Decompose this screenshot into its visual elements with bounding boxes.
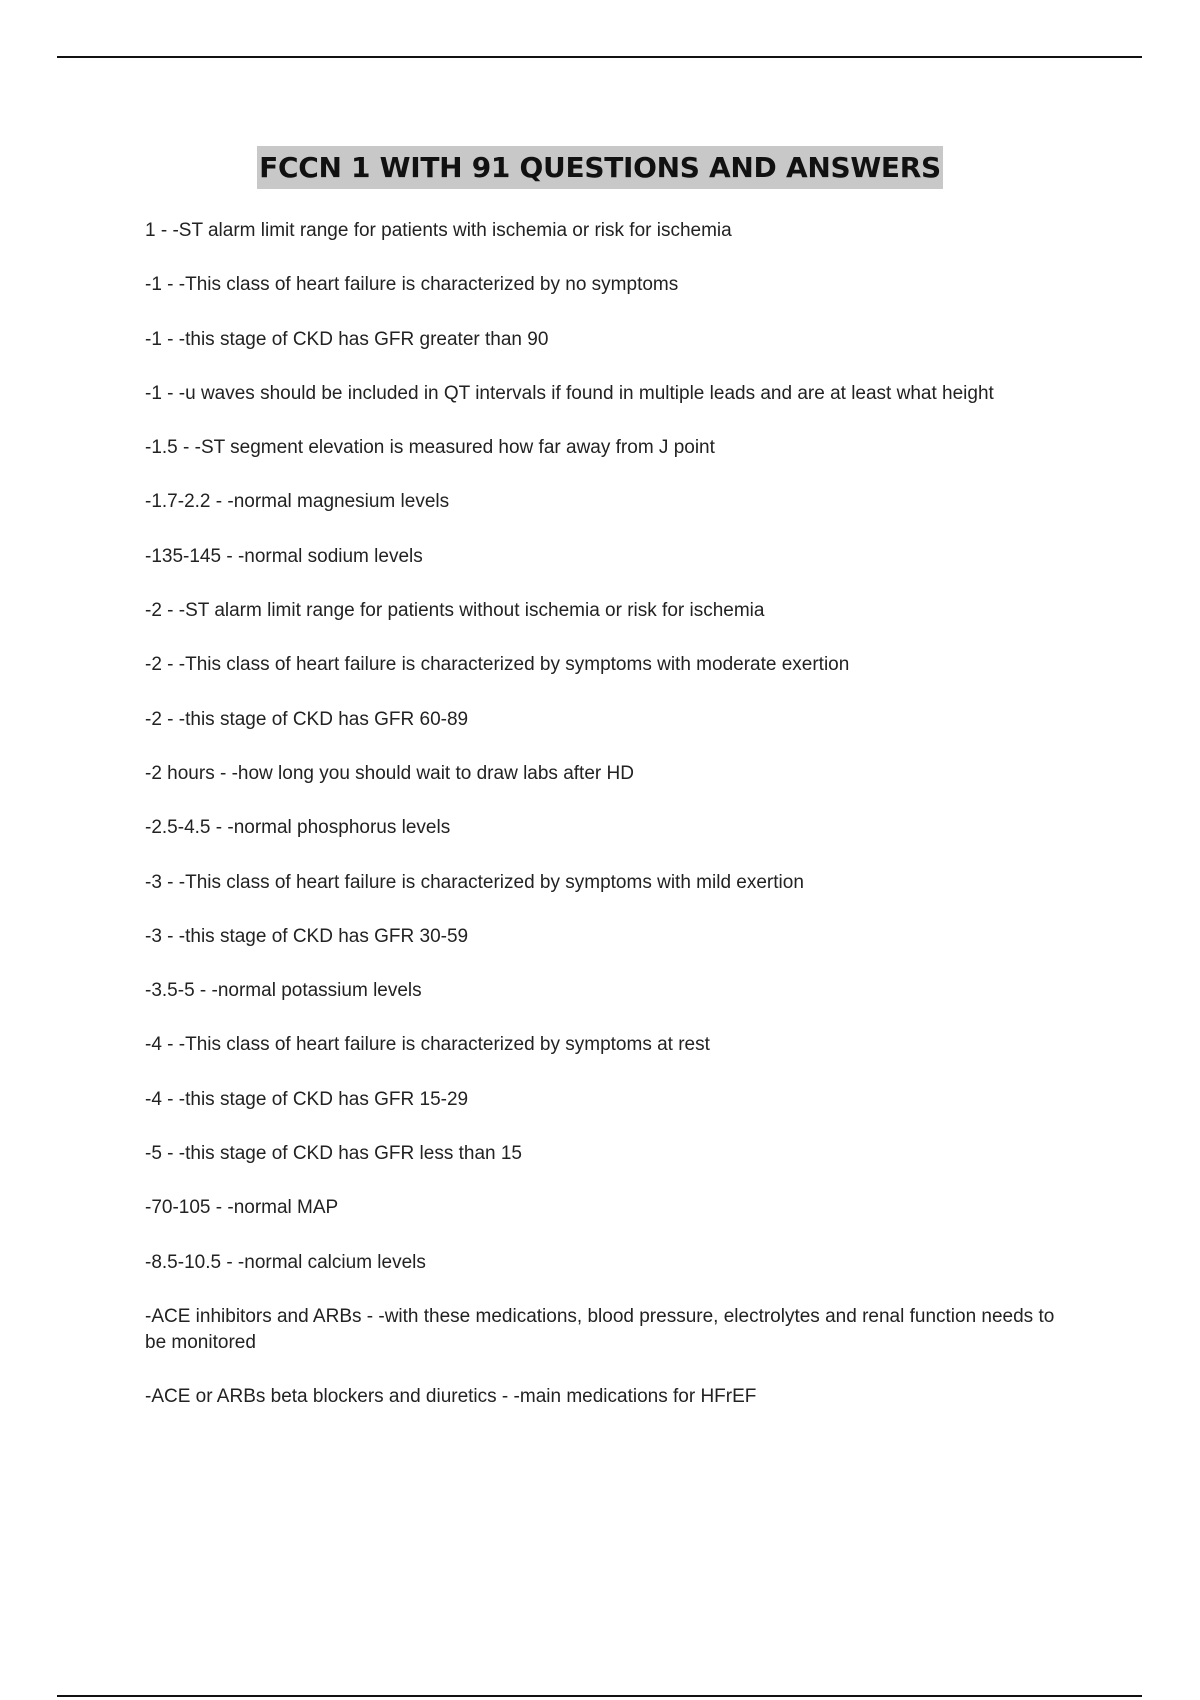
qa-item: -2.5-4.5 - -normal phosphorus levels (145, 817, 451, 839)
qa-item: -1 - -This class of heart failure is characterized by no symptoms (145, 274, 679, 296)
qa-item: -5 - -this stage of CKD has GFR less than 15 (145, 1143, 522, 1165)
top-rule (57, 56, 1142, 58)
qa-item: -2 - -This class of heart failure is characterized by symptoms with moderate exertion (145, 654, 850, 676)
qa-item: -ACE or ARBs beta blockers and diuretics - -main medications for HFrEF (145, 1386, 757, 1408)
qa-item: -3.5-5 - -normal potassium levels (145, 980, 422, 1002)
qa-list (145, 218, 1075, 1439)
document-title: FCCN 1 WITH 91 QUESTIONS AND ANSWERS (257, 146, 943, 189)
qa-item: -4 - -This class of heart failure is characterized by symptoms at rest (145, 1034, 710, 1056)
qa-item: -70-105 - -normal MAP (145, 1197, 339, 1219)
qa-item: -4 - -this stage of CKD has GFR 15-29 (145, 1088, 469, 1110)
qa-item: -3 - -This class of heart failure is characterized by symptoms with mild exertion (145, 871, 804, 893)
qa-item: -1 - -u waves should be included in QT intervals if found in multiple leads and are at least what height (145, 382, 994, 404)
qa-item: -8.5-10.5 - -normal calcium levels (145, 1251, 426, 1273)
qa-item: -3 - -this stage of CKD has GFR 30-59 (145, 925, 469, 947)
qa-item: -1.5 - -ST segment elevation is measured how far away from J point (145, 437, 715, 459)
title-container (0, 146, 1200, 189)
qa-item: -ACE inhibitors and ARBs - -with these medications, blood pressure, electrolytes and renal function needs to be monitored (145, 1305, 1055, 1353)
qa-item: -2 - -ST alarm limit range for patients without ischemia or risk for ischemia (145, 600, 765, 622)
qa-item: 1 - -ST alarm limit range for patients with ischemia or risk for ischemia (145, 220, 732, 241)
bottom-rule (57, 1695, 1142, 1697)
qa-item: -1.7-2.2 - -normal magnesium levels (145, 491, 450, 513)
qa-item: -135-145 - -normal sodium levels (145, 545, 423, 567)
qa-item: -1 - -this stage of CKD has GFR greater than 90 (145, 328, 549, 350)
qa-item: -2 - -this stage of CKD has GFR 60-89 (145, 708, 469, 730)
qa-item: -2 hours - -how long you should wait to draw labs after HD (145, 762, 634, 784)
